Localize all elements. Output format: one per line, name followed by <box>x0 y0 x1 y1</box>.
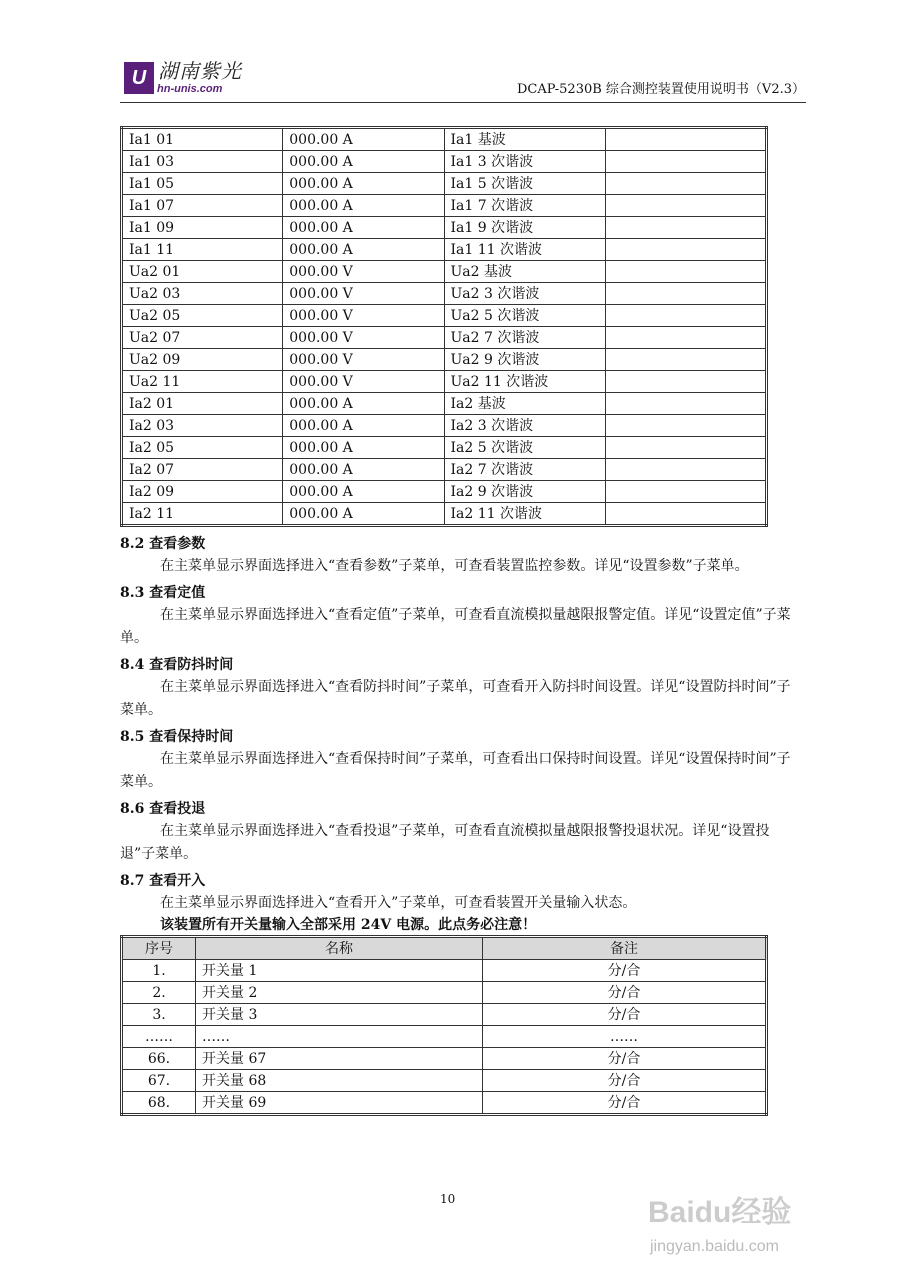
table-row <box>122 1070 767 1092</box>
section-heading: 8.4 查看防抖时间 <box>120 657 234 673</box>
table-cell <box>605 128 766 151</box>
table-cell <box>605 503 766 526</box>
table-cell: Ia1 01 <box>122 128 283 151</box>
column-header: 序号 <box>122 937 196 960</box>
section-heading: 8.6 查看投退 <box>120 801 206 817</box>
table-cell <box>605 459 766 481</box>
table-cell: Ia2 3 次谐波 <box>444 415 605 437</box>
table-cell: Ua2 01 <box>122 261 283 283</box>
table-cell: 000.00 A <box>283 481 444 503</box>
section-paragraph: 在主菜单显示界面选择进入“查看防抖时间”子菜单，可查看开入防抖时间设置。详见“设置防抖时间”子菜单。 <box>120 679 791 718</box>
table-cell: 67. <box>122 1070 196 1092</box>
table-cell: Ua2 3 次谐波 <box>444 283 605 305</box>
table-cell: Ia2 05 <box>122 437 283 459</box>
table-cell: Ua2 9 次谐波 <box>444 349 605 371</box>
table-row <box>122 261 767 283</box>
table-cell: Ia1 3 次谐波 <box>444 151 605 173</box>
table-cell: Ua2 7 次谐波 <box>444 327 605 349</box>
table-cell: 开关量 69 <box>196 1092 483 1115</box>
table-cell: 000.00 A <box>283 393 444 415</box>
table-cell: Ia2 09 <box>122 481 283 503</box>
table-cell <box>605 217 766 239</box>
table-cell: 分/合 <box>483 960 767 982</box>
section-paragraph: 在主菜单显示界面选择进入“查看保持时间”子菜单，可查看出口保持时间设置。详见“设置保持时间”子菜单。 <box>120 751 791 790</box>
table-cell: 000.00 A <box>283 195 444 217</box>
table-cell: 000.00 A <box>283 128 444 151</box>
section-heading: 8.5 查看保持时间 <box>120 729 234 745</box>
table-cell: Ia1 9 次谐波 <box>444 217 605 239</box>
table-row <box>122 393 767 415</box>
column-header: 名称 <box>196 937 483 960</box>
table-row <box>122 481 767 503</box>
table-row <box>122 217 767 239</box>
table-cell: Ua2 11 次谐波 <box>444 371 605 393</box>
table-cell: 分/合 <box>483 1048 767 1070</box>
table-row <box>122 415 767 437</box>
table-row <box>122 173 767 195</box>
table-cell <box>605 283 766 305</box>
table-cell: 000.00 V <box>283 283 444 305</box>
table-cell <box>605 261 766 283</box>
table-cell: 开关量 67 <box>196 1048 483 1070</box>
table-cell: 000.00 A <box>283 415 444 437</box>
table-cell: Ua2 09 <box>122 349 283 371</box>
table-row <box>122 195 767 217</box>
table-cell: …… <box>196 1026 483 1048</box>
table-cell: Ia2 11 <box>122 503 283 526</box>
table-cell: 000.00 A <box>283 437 444 459</box>
table-cell: 000.00 V <box>283 349 444 371</box>
input-status-table <box>120 935 768 1116</box>
section-paragraph: 在主菜单显示界面选择进入“查看参数”子菜单，可查看装置监控参数。详见“设置参数”子菜单。 <box>160 558 749 574</box>
table-cell: 1. <box>122 960 196 982</box>
table-row <box>122 283 767 305</box>
section-heading: 8.2 查看参数 <box>120 536 206 552</box>
table-cell: Ua2 基波 <box>444 261 605 283</box>
table-row <box>122 437 767 459</box>
table-cell: Ia1 03 <box>122 151 283 173</box>
table-cell: …… <box>483 1026 767 1048</box>
column-header: 备注 <box>483 937 767 960</box>
table-cell: 2. <box>122 982 196 1004</box>
table-row <box>122 327 767 349</box>
page-body <box>120 126 806 1116</box>
table-cell: 000.00 V <box>283 327 444 349</box>
company-logo <box>124 59 244 98</box>
section-paragraph: 在主菜单显示界面选择进入“查看投退”子菜单，可查看直流模拟量越限报警投退状况。详见“设置投退”子菜单。 <box>120 823 770 862</box>
table-cell: Ia2 9 次谐波 <box>444 481 605 503</box>
table-cell <box>605 393 766 415</box>
header-divider <box>120 102 806 103</box>
table-cell <box>605 437 766 459</box>
section-heading: 8.3 查看定值 <box>120 585 206 601</box>
table-cell: Ia2 7 次谐波 <box>444 459 605 481</box>
table-cell: Ia2 01 <box>122 393 283 415</box>
table-row <box>122 960 767 982</box>
table-cell: 开关量 2 <box>196 982 483 1004</box>
table-cell: …… <box>122 1026 196 1048</box>
table-cell <box>605 239 766 261</box>
table-cell: Ia2 基波 <box>444 393 605 415</box>
document-title: DCAP-5230B 综合测控装置使用说明书（V2.3） <box>516 82 805 97</box>
logo-url-text: hn-unis.com <box>157 83 223 95</box>
table-cell: 000.00 A <box>283 459 444 481</box>
table-row <box>122 1026 767 1048</box>
section-paragraph: 在主菜单显示界面选择进入“查看开入”子菜单，可查看装置开关量输入状态。 <box>160 895 637 911</box>
table-cell: 分/合 <box>483 982 767 1004</box>
table-cell <box>605 371 766 393</box>
table-row <box>122 459 767 481</box>
table-row <box>122 503 767 526</box>
table-cell: Ua2 11 <box>122 371 283 393</box>
table-row <box>122 239 767 261</box>
table-cell: 66. <box>122 1048 196 1070</box>
sections <box>120 533 806 915</box>
table-row <box>122 1004 767 1026</box>
table-cell: 分/合 <box>483 1004 767 1026</box>
table-cell: 68. <box>122 1092 196 1115</box>
table-cell: 分/合 <box>483 1070 767 1092</box>
watermark-brand: Baidu经验 <box>648 1196 792 1229</box>
section-paragraph: 在主菜单显示界面选择进入“查看定值”子菜单，可查看直流模拟量越限报警定值。详见“设置定值”子菜单。 <box>120 607 791 646</box>
table-cell: 000.00 A <box>283 151 444 173</box>
logo-cn-text: 湖南紫光 <box>158 59 242 83</box>
table-cell: 000.00 A <box>283 173 444 195</box>
table-cell <box>605 415 766 437</box>
table-cell: 000.00 V <box>283 371 444 393</box>
table-cell: Ia1 5 次谐波 <box>444 173 605 195</box>
table-row <box>122 1048 767 1070</box>
table-cell: 开关量 68 <box>196 1070 483 1092</box>
harmonic-table <box>120 126 768 527</box>
table-cell: Ia1 基波 <box>444 128 605 151</box>
table-cell: Ia2 03 <box>122 415 283 437</box>
table-cell <box>605 327 766 349</box>
table-cell: Ia1 09 <box>122 217 283 239</box>
table-row <box>122 305 767 327</box>
table-cell: 000.00 A <box>283 239 444 261</box>
table-cell: 000.00 A <box>283 503 444 526</box>
table-cell <box>605 349 766 371</box>
table-cell: 3. <box>122 1004 196 1026</box>
table-row <box>122 151 767 173</box>
table-cell: Ia1 7 次谐波 <box>444 195 605 217</box>
table-cell: Ua2 03 <box>122 283 283 305</box>
table-cell: Ua2 05 <box>122 305 283 327</box>
table-row <box>122 982 767 1004</box>
table-cell: 000.00 A <box>283 217 444 239</box>
table-cell: Ia2 5 次谐波 <box>444 437 605 459</box>
table-cell: 000.00 V <box>283 305 444 327</box>
table-cell: 000.00 V <box>283 261 444 283</box>
table-row <box>122 1092 767 1115</box>
table-cell: Ia1 07 <box>122 195 283 217</box>
table-cell <box>605 195 766 217</box>
logo-mark: U <box>124 62 154 94</box>
table-cell: Ia1 05 <box>122 173 283 195</box>
table-cell: Ia2 11 次谐波 <box>444 503 605 526</box>
watermark-url: jingyan.baidu.com <box>650 1238 779 1255</box>
table-cell: 分/合 <box>483 1092 767 1115</box>
table-cell: Ia1 11 <box>122 239 283 261</box>
table-cell: 开关量 1 <box>196 960 483 982</box>
table-cell: Ua2 07 <box>122 327 283 349</box>
section-heading: 8.7 查看开入 <box>120 873 206 889</box>
page-number: 10 <box>440 1192 456 1206</box>
table-row <box>122 349 767 371</box>
table-cell <box>605 173 766 195</box>
table-row <box>122 128 767 151</box>
table-row <box>122 371 767 393</box>
table-cell: Ua2 5 次谐波 <box>444 305 605 327</box>
warning-note: 该装置所有开关量输入全部采用 24V 电源。此点务必注意！ <box>160 917 537 933</box>
table-cell: 开关量 3 <box>196 1004 483 1026</box>
table-cell: Ia1 11 次谐波 <box>444 239 605 261</box>
table-cell: Ia2 07 <box>122 459 283 481</box>
table-cell <box>605 481 766 503</box>
table-cell <box>605 305 766 327</box>
table-cell <box>605 151 766 173</box>
